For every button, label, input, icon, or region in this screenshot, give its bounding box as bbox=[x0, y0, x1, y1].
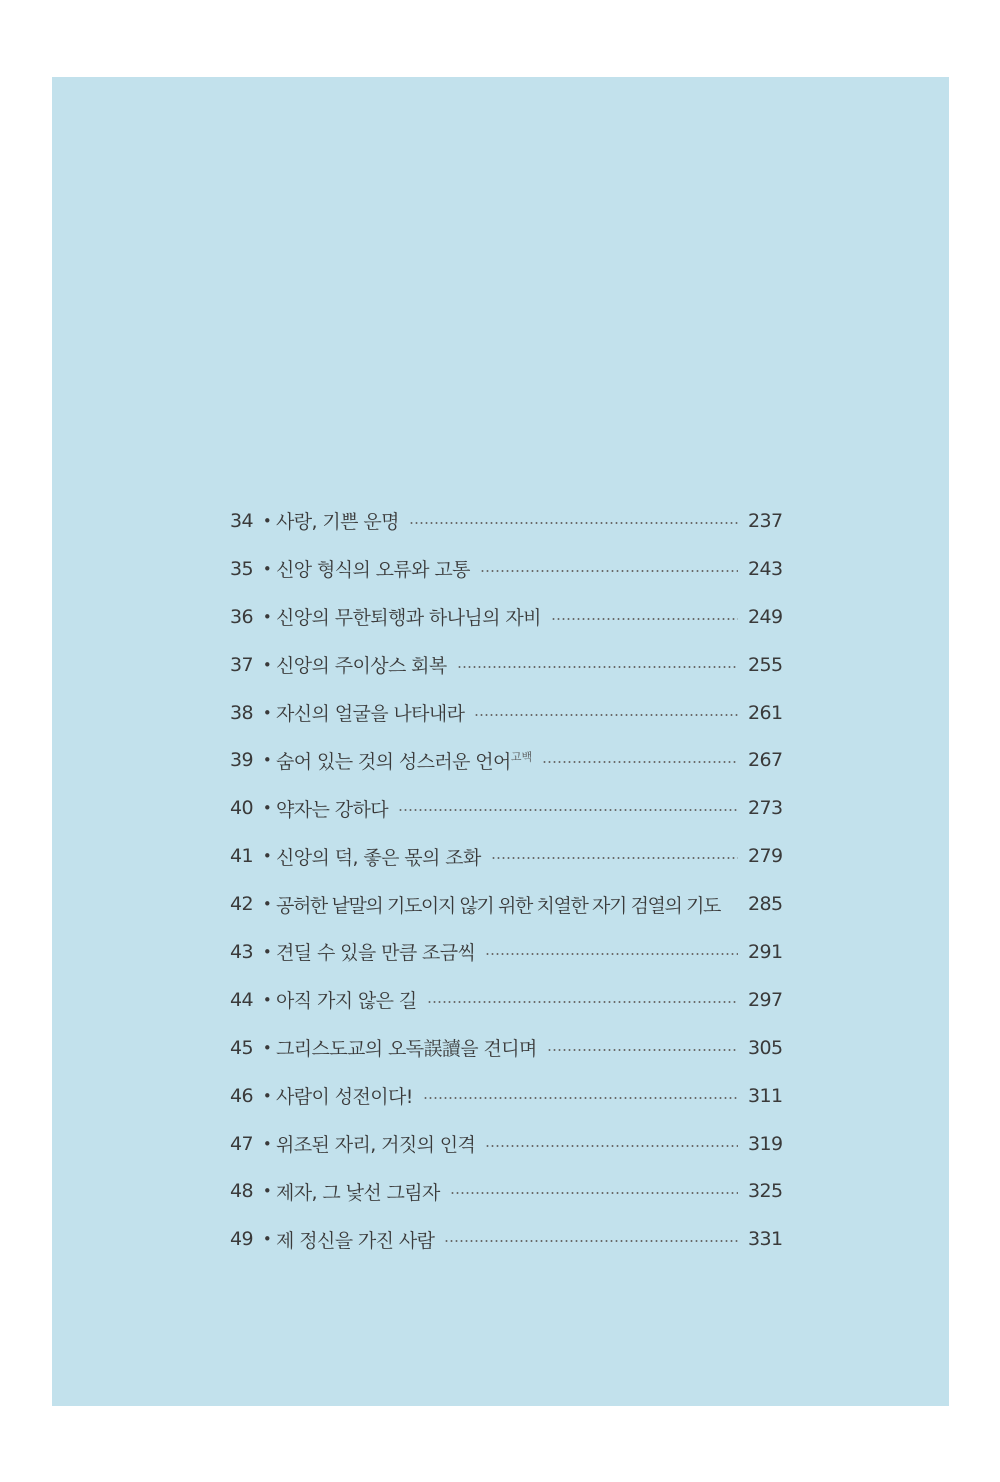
dot-leader bbox=[474, 714, 738, 716]
chapter-number: 46 bbox=[230, 1084, 253, 1107]
title-note: 고백 bbox=[510, 750, 533, 764]
chapter-title: 사랑, 기쁜 운명 bbox=[276, 511, 399, 534]
toc-entry-34[interactable] bbox=[230, 497, 783, 545]
page-number: 297 bbox=[748, 988, 783, 1011]
toc-entry-47[interactable] bbox=[230, 1120, 783, 1168]
chapter-number: 39 bbox=[230, 749, 253, 772]
chapter-number: 36 bbox=[230, 605, 253, 628]
chapter-title: 숨어 있는 것의 성스러운 언어$^{고백}$ bbox=[276, 750, 533, 773]
chapter-title: 신앙의 주이상스 회복 bbox=[276, 655, 447, 678]
page-number: 249 bbox=[748, 605, 783, 628]
toc-entry-44[interactable] bbox=[230, 976, 783, 1024]
bullet: • bbox=[262, 559, 272, 578]
page-number: 311 bbox=[748, 1084, 783, 1107]
chapter-title: 그리스도교의 오독誤讀을 견디며 bbox=[276, 1038, 537, 1061]
chapter-title: 견딜 수 있을 만큼 조금씩 bbox=[276, 942, 476, 965]
bullet: • bbox=[262, 1038, 272, 1057]
bullet: • bbox=[262, 1134, 272, 1153]
dot-leader bbox=[457, 666, 738, 668]
dot-leader bbox=[409, 522, 738, 524]
bullet: • bbox=[262, 990, 272, 1009]
toc-entry-46[interactable] bbox=[230, 1072, 783, 1120]
toc-entry-42[interactable] bbox=[230, 880, 783, 928]
toc-entry-37[interactable] bbox=[230, 641, 783, 689]
chapter-title: 신앙의 덕, 좋은 몫의 조화 bbox=[276, 846, 481, 869]
dot-leader bbox=[480, 570, 738, 572]
chapter-title: 제 정신을 가진 사람 bbox=[276, 1229, 435, 1252]
page-number: 285 bbox=[748, 893, 783, 916]
bullet: • bbox=[262, 655, 272, 674]
dot-leader bbox=[720, 905, 748, 907]
chapter-title: 신앙의 무한퇴행과 하나님의 자비 bbox=[276, 607, 541, 630]
chapter-title: 자신의 얼굴을 나타내라 bbox=[276, 703, 465, 725]
chapter-number: 48 bbox=[230, 1180, 253, 1203]
page-number: 305 bbox=[748, 1036, 783, 1059]
dot-leader bbox=[450, 1192, 738, 1194]
page-number: 237 bbox=[748, 509, 783, 532]
page-number: 255 bbox=[748, 653, 783, 676]
toc-entry-45[interactable] bbox=[230, 1024, 783, 1072]
chapter-number: 34 bbox=[230, 509, 253, 532]
bullet: • bbox=[262, 703, 272, 722]
page-number: 273 bbox=[748, 797, 783, 820]
page-number: 279 bbox=[748, 845, 783, 868]
bullet: • bbox=[262, 895, 272, 914]
dot-leader bbox=[427, 1001, 738, 1003]
page-number: 291 bbox=[748, 940, 783, 963]
toc-entry-40[interactable] bbox=[230, 784, 783, 832]
toc-entry-43[interactable] bbox=[230, 928, 783, 976]
chapter-number: 44 bbox=[230, 988, 253, 1011]
page-number: 243 bbox=[748, 557, 783, 580]
bullet: • bbox=[262, 799, 272, 818]
bullet: • bbox=[262, 942, 272, 961]
bullet: • bbox=[262, 1182, 272, 1201]
page-number: 261 bbox=[748, 701, 783, 724]
chapter-number: 40 bbox=[230, 797, 253, 820]
dot-leader bbox=[444, 1240, 738, 1242]
dot-leader bbox=[542, 761, 738, 763]
chapter-number: 42 bbox=[230, 893, 253, 916]
chapter-title: 위조된 자리, 거짓의 인격 bbox=[276, 1134, 476, 1157]
bullet: • bbox=[262, 751, 272, 770]
chapter-number: 43 bbox=[230, 940, 253, 963]
page-number: 319 bbox=[748, 1132, 783, 1155]
chapter-number: 37 bbox=[230, 653, 253, 676]
dot-leader bbox=[485, 953, 738, 955]
table-of-contents bbox=[230, 497, 783, 1263]
bullet: • bbox=[262, 511, 272, 530]
dot-leader bbox=[423, 1097, 738, 1099]
toc-entry-41[interactable] bbox=[230, 832, 783, 880]
dot-leader bbox=[485, 1145, 738, 1147]
chapter-title: 사람이 성전이다! bbox=[276, 1086, 413, 1109]
toc-entry-48[interactable] bbox=[230, 1167, 783, 1215]
chapter-title: 신앙 형식의 오류와 고통 bbox=[276, 559, 470, 582]
dot-leader bbox=[551, 618, 738, 620]
dot-leader bbox=[398, 809, 738, 811]
bullet: • bbox=[262, 607, 272, 626]
chapter-title: 약자는 강하다 bbox=[276, 798, 388, 821]
chapter-number: 47 bbox=[230, 1132, 253, 1155]
bullet: • bbox=[262, 1086, 272, 1105]
page-number: 331 bbox=[748, 1228, 783, 1251]
chapter-title: 공허한 낱말의 기도이지 않기 위한 치열한 자기 검열의 기도 bbox=[276, 894, 721, 917]
bullet: • bbox=[262, 1230, 272, 1249]
page-number: 325 bbox=[748, 1180, 783, 1203]
chapter-number: 38 bbox=[230, 701, 253, 724]
chapter-title: 아직 가지 않은 길 bbox=[276, 990, 417, 1013]
toc-entry-35[interactable] bbox=[230, 545, 783, 593]
toc-entry-38[interactable] bbox=[230, 689, 783, 737]
bullet: • bbox=[262, 847, 272, 866]
chapter-number: 45 bbox=[230, 1036, 253, 1059]
dot-leader bbox=[547, 1049, 738, 1051]
toc-entry-36[interactable] bbox=[230, 593, 783, 641]
chapter-number: 35 bbox=[230, 557, 253, 580]
page-number: 267 bbox=[748, 749, 783, 772]
toc-entry-39[interactable] bbox=[230, 736, 783, 784]
chapter-number: 41 bbox=[230, 845, 253, 868]
dot-leader bbox=[491, 857, 738, 859]
toc-entry-49[interactable] bbox=[230, 1215, 783, 1263]
chapter-number: 49 bbox=[230, 1228, 253, 1251]
chapter-title: 제자, 그 낯선 그림자 bbox=[276, 1181, 440, 1204]
